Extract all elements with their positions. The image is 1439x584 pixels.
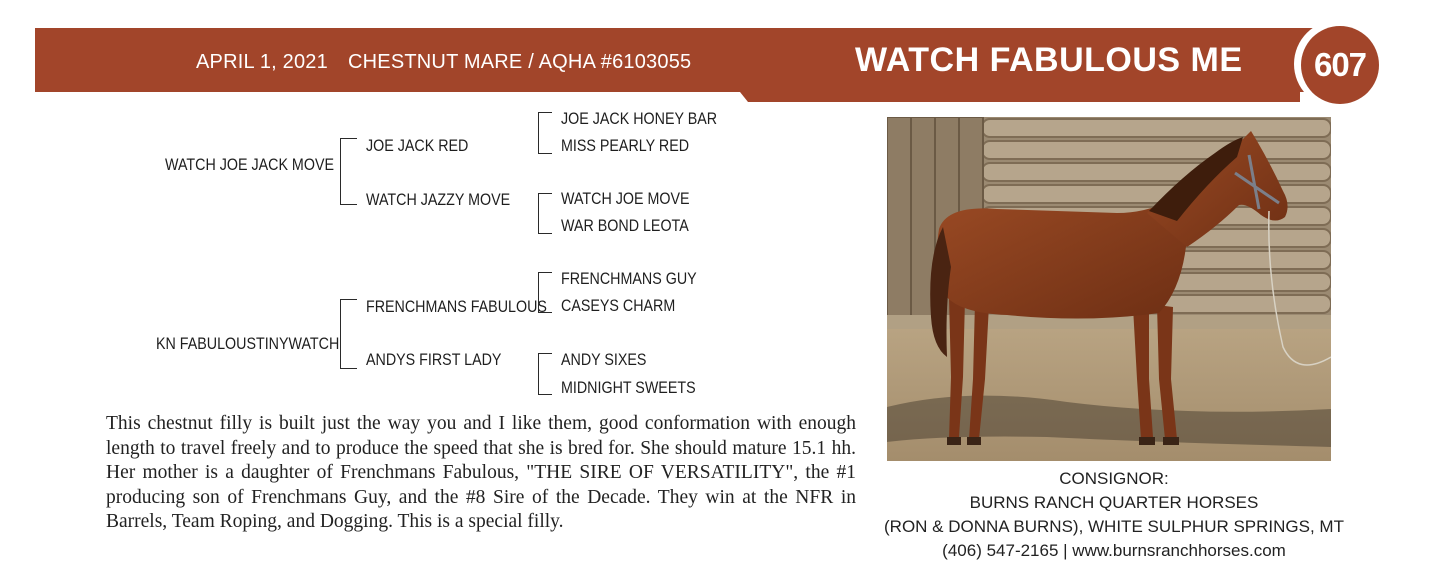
pedigree-bracket [538, 193, 552, 234]
horse-photo-illustration [887, 117, 1331, 461]
pedigree-bracket [538, 112, 552, 154]
pedigree-sire-sire: JOE JACK RED [366, 136, 469, 155]
pedigree-sire-dam: WATCH JAZZY MOVE [366, 190, 511, 209]
header-banner-tab [740, 92, 1300, 102]
pedigree-bracket [340, 299, 357, 369]
pedigree-bracket [340, 138, 357, 205]
consignor-heading: CONSIGNOR: [1059, 469, 1169, 488]
pedigree-dd-sire: ANDY SIXES [561, 350, 647, 369]
pedigree-sd-sire: WATCH JOE MOVE [561, 189, 690, 208]
pedigree-bracket [538, 272, 552, 313]
lot-number: 607 [1313, 46, 1367, 83]
horse-description: CHESTNUT MARE / AQHA #6103055 [348, 51, 692, 73]
consignor-name: BURNS RANCH QUARTER HORSES [969, 493, 1259, 512]
pedigree-bracket [538, 353, 552, 395]
horse-photo [887, 117, 1331, 461]
lot-badge [1301, 26, 1379, 104]
consignor-contact: (406) 547-2165 | www.burnsranchhorses.com [942, 541, 1286, 560]
pedigree-dd-dam: MIDNIGHT SWEETS [561, 378, 696, 397]
pedigree-sd-dam: WAR BOND LEOTA [561, 216, 689, 235]
pedigree-ss-sire: JOE JACK HONEY BAR [561, 109, 718, 128]
pedigree-ds-dam: CASEYS CHARM [561, 296, 676, 315]
horse-name: WATCH FABULOUS ME [855, 41, 1243, 79]
pedigree-ss-dam: MISS PEARLY RED [561, 136, 690, 155]
pedigree-sire: WATCH JOE JACK MOVE [165, 155, 334, 174]
foaling-date: APRIL 1, 2021 [196, 51, 328, 73]
consignor-owners-location: (RON & DONNA BURNS), WHITE SULPHUR SPRINGS, MT [884, 517, 1344, 536]
horse-description-text: This chestnut filly is built just the way you and I like them, good conformation with enough length to travel freely and to produce the speed that she is bred for. She should mature 15.1 hh. Her mother is a daughter of Frenchmans Fabulous, "THE SIRE OF VERSATILITY", the #1 producing son of Frenchmans Guy, and the #8 Sire of the Decade. They win at the NFR in Barrels, Team Roping, and Dogging. This is a special filly. [106, 413, 856, 533]
pedigree-dam-dam: ANDYS FIRST LADY [366, 350, 502, 369]
pedigree-dam-sire: FRENCHMANS FABULOUS [366, 297, 547, 316]
pedigree-ds-sire: FRENCHMANS GUY [561, 269, 697, 288]
pedigree-dam: KN FABULOUSTINYWATCH [156, 334, 340, 353]
